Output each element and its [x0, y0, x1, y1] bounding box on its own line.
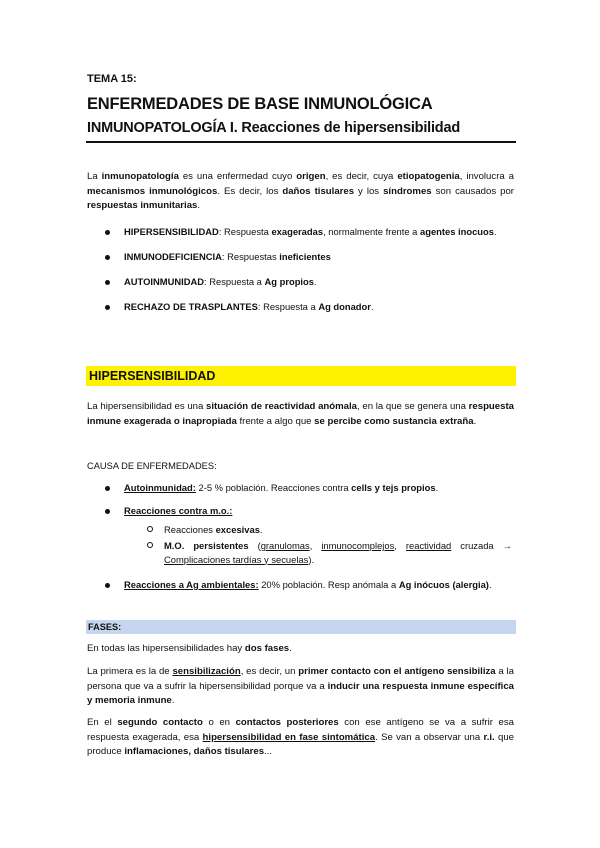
document-subtitle: INMUNOPATOLOGÍA I. Reacciones de hipersensibilidad: [87, 120, 460, 136]
sub-list: [102, 523, 512, 579]
bullet-icon: [105, 280, 110, 285]
intro-paragraph: La inmunopatología es una enfermedad cuyo origen, es decir, cuya etiopatogenia, involucra a mecanismos inmunológicos. Es decir, los daños tisulares y los síndromes son causados por respuestas inmunitarias.: [87, 171, 515, 211]
phases-heading: FASES:: [86, 620, 516, 634]
list-item: Reacciones contra m.o.:: [102, 505, 522, 523]
bullet-icon: [105, 583, 110, 588]
symptomatic-phase-paragraph: En el segundo contacto o en contactos posteriores con ese antígeno se va a sufrir esa respuesta exagerada, esa hipersensibilidad en fase sintomática. Se van a observar una r.i. que produce inflamaciones, daños tisulares...: [87, 717, 515, 757]
list-item: HIPERSENSIBILIDAD: Respuesta exageradas, normalmente frente a agentes inocuos.: [102, 226, 522, 251]
circle-bullet-icon: [147, 526, 153, 532]
bullet-icon: [105, 255, 110, 260]
bullet-icon: [105, 486, 110, 491]
section-heading-highlighted: HIPERSENSIBILIDAD: [86, 366, 516, 386]
list-item: INMUNODEFICIENCIA: Respuestas ineficientes: [102, 251, 522, 276]
category-list: [102, 226, 522, 326]
bullet-icon: [105, 509, 110, 514]
subtitle-underline: [86, 141, 516, 143]
list-item: Autoinmunidad: 2-5 % población. Reacciones contra cells y tejs propios.: [102, 482, 522, 505]
list-item: Reacciones a Ag ambientales: 20% población. Resp anómala a Ag inócuos (alergia).: [102, 579, 522, 599]
causes-heading: CAUSA DE ENFERMEDADES:: [87, 461, 217, 471]
sensitization-paragraph: La primera es la de sensibilización, es decir, un primer contacto con el antígeno sensibiliza a la persona que va a sufrir la hipersensibilidad porque va a inducir una respuesta inmune específica y memoria inmune.: [87, 666, 515, 706]
bullet-icon: [105, 230, 110, 235]
circle-bullet-icon: [147, 542, 153, 548]
topic-number: TEMA 15:: [87, 73, 137, 85]
phases-intro: En todas las hipersensibilidades hay dos fases.: [87, 643, 292, 654]
sub-list-item: M.O. persistentes (granulomas, inmunocomplejos, reactividad cruzada → Complicaciones tardías y secuelas).: [142, 539, 512, 579]
bullet-icon: [105, 305, 110, 310]
document-title: ENFERMEDADES DE BASE INMUNOLÓGICA: [87, 95, 433, 113]
list-item: RECHAZO DE TRASPLANTES: Respuesta a Ag donador.: [102, 301, 522, 326]
sub-list-item: Reacciones excesivas.: [142, 523, 512, 539]
list-item: AUTOINMUNIDAD: Respuesta a Ag propios.: [102, 276, 522, 301]
causes-list: [102, 482, 522, 599]
hypersensitivity-definition: La hipersensibilidad es una situación de reactividad anómala, en la que se genera una respuesta inmune exagerada o inapropiada frente a algo que se percibe como sustancia extraña.: [87, 401, 514, 427]
